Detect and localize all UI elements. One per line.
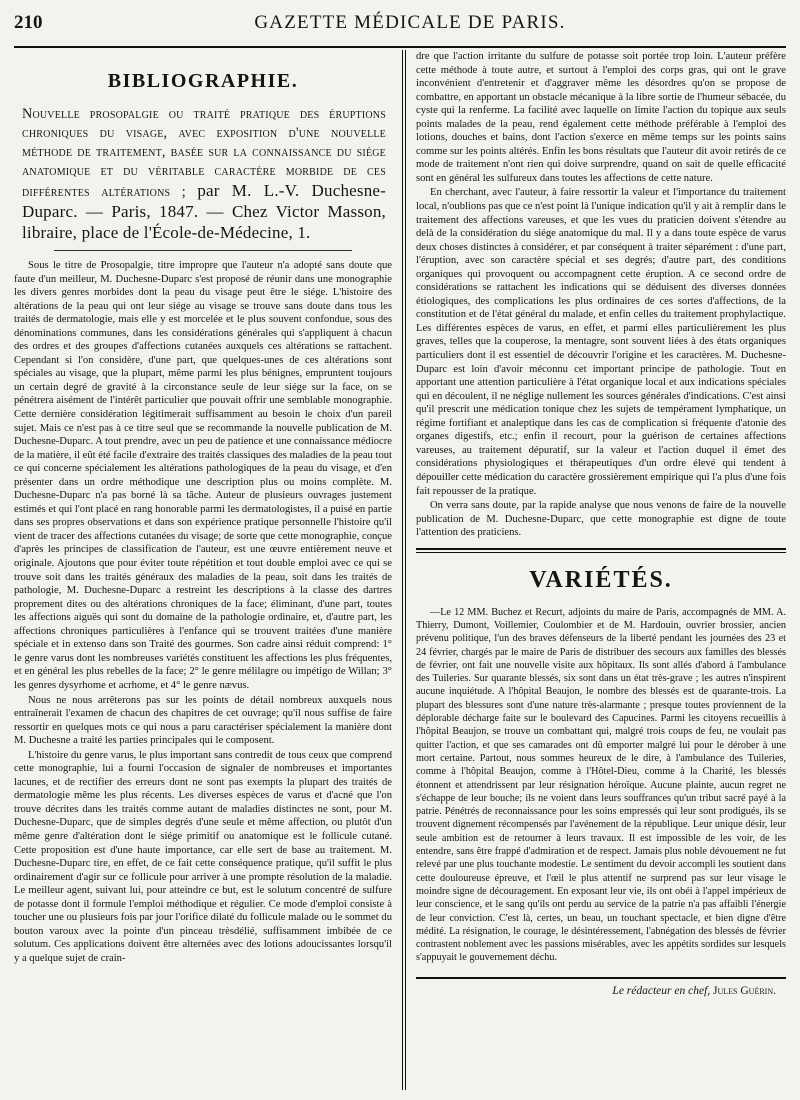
review-paragraph: En cherchant, avec l'auteur, à faire ressortir la valeur et l'importance du traitement local, n'oublions pas que ce n'est point là l'unique indication qu'il y ait à remplir dans le traitement des affections vareuses, et que les vues du praticien doivent s'étendre au delà de la considération du siége anatomique du mal. Il y a dans toute espèce de varus deux choses distinctes à considérer, et par conséquent à traiter séparément : d'une part, l'éruption, avec son caractère spécial et ses degrés; d'autre part, des conditions organiques qui provoquent ou accompagnent cette éruption. A ce second ordre de considérations se rattachent les indications qui se déduisent des diverses données étiologiques, des complications les plus ordinaires de ces sortes d'affections, de la constitution et de l'état général du malade, et enfin celles du traitement prophylactique. Les différentes espèces de varus, en effet, et parmi elles particulièrement les plus graves, telles que la couperose, la mentagre, sont souvent liées à des états organiques particuliers dont il est essentiel de découvrir l'origine et les caractères. M. Duchesne-Duparc est loin d'avoir méconnu cet important principe de pathologie. Tout en apportant une attention particulière à l'état organique local et aux indications spéciales qui en découlent, il ne néglige nullement les sources générales d'indications. C'est ainsi qu'il prescrit une médication tonique chez les sujets de tempérament lymphatique, un régime fortifiant et analeptique dans les cas de complication si fréquente d'atonie des organes digestifs, etc.; enfin il recourt, pour la guérison de certaines affections vareuses, au traitement dépuratif, sur la valeur et l'action duquel il émet des considérations physiologiques et thérapeutiques d'un ordre élevé qui tendent à dépouiller cette médication du caractère grossièrement empirique qui l'a plus d'une fois fait repousser de la pratique. xyxy=(416,187,786,497)
page-number: 210 xyxy=(14,12,43,33)
varietes-paragraph: —Le 12 MM. Buchez et Recurt, adjoints du maire de Paris, accompagnés de MM. A. Thierry, Dumont, Voillemier, Coulombier et de M. Hardouin, ouvrier brossier, ancien prévenu politique, l'un des braves défenseurs de la liberté pendant les journées des 23 et 24 février, chargés par le maire de Paris de distribuer des secours aux familles des blessés de février, ont fait une nouvelle visite aux hôpitaux. Ils sont allés d'abord à l'ambulance des Tuileries. Sur quarante blessés, six sont dans un état très-grave ; les autres n'inspirent aucune inquiétude. A l'hôpital Beaujon, le nombre des blessés est de quarante-trois. La plupart des blessures sont d'une nature très-alarmante ; presque toutes proviennent de la déplorable décharge faite sur le boulevard des Capucines. Parmi les citoyens recueillis à l'hôpital Beaujon, se trouve un combattant qui, malgré trois coups de feu, ne voulait pas quitter l'action, et que ses camarades ont dû emporter malgré lui pour le dérober à une mort certaine. Partout, nous sommes heureux de le dire, à l'ambulance des Tuileries, comme à l'hôpital Beaujon, comme à l'Hôtel-Dieu, comme à la Charité, les blessés étonnent et attendrissent par leur résignation héroïque. Aucune plainte, aucun regret ne s'échappe de leur bouche; ils ne voient dans leurs souffrances qu'un tribut sacré payé à la patrie. Pénétrés de reconnaissance pour les soins empressés qui leur sont prodigués, ils se trouvent dignement récompensés par l'avénement de la république. Leur unique désir, leur seule ambition est de retourner à leurs travaux. Il est impossible de les voir, de les entendre, sans être frappé d'admiration et de respect. Jamais plus noble dévouement ne fut relevé par une plus touchante modestie. Le sentiment du devoir accompli les soutient dans cette douloureuse épreuve, et l'œil le plus attentif ne surprend pas sur leur visage le moindre signe de découragement. En exposant leur vie, ils ont obéi à l'appel impérieux de leur conscience, et le sang qu'ils ont perdu au service de la patrie n'a pas affaibli l'énergie de leur conviction. C'est là, certes, un beau, un touchant spectacle, et bien digne d'être médité. La résignation, le courage, le désintéressement, l'abnégation des blessés de février contrastent noblement avec les passions misérables, avec les appétits sordides sur lesquels s'appuyait le gouvernement déchu. xyxy=(416,606,786,964)
two-column-body xyxy=(14,50,786,1090)
running-title: GAZETTE MÉDICALE DE PARIS. xyxy=(254,12,566,33)
editor-signature xyxy=(416,985,786,997)
book-title: Nouvelle prosopalgie ou traité pratique des éruptions chroniques du visage, avec exposition d'une nouvelle méthode de traitement, basée sur la connaissance du siége anatomique et du véritable caractère morbide de ces différentes altérations ; xyxy=(22,106,386,200)
review-paragraph: Sous le titre de Prosopalgie, titre impropre que l'auteur n'a adopté sans doute que faute d'un meilleur, M. Duchesne-Duparc s'est proposé de réunir dans une monographie les divers genres morbides dont la peau du visage peut être le siége. L'histoire des altérations de la peau qui ont leur siége au visage se trouve sans doute dans tous les traités de dermatologie, mais elle y est morcelée et le plus souvent confondue, sous des dénominations communes, dans les considérations générales qui s'appliquent à chacun des ordres et des groupes d'affections cutanées auxquels ces altérations se rattachent. Cependant si l'on considère, d'une part, que quelques-unes de ces altérations sont spéciales au visage, que la plupart, même parmi les plus bénignes, empruntent toujours un certain degré de gravité à la circonstance seule de leur siége sur la face, on se pénétrera aisément de l'intérêt particulier que pouvait offrir une semblable monographie. Cette dernière considération légitimerait suffisamment au besoin le choix d'un pareil sujet. Mais ce n'est pas à ce titre seul que se recommande la nouvelle publication de M. Duchesne-Duparc. A tout prendre, avec un peu de patience et une connaissance médiocre de la matière, il eût été facile d'extraire des traités classiques des maladies de la peau tout ce qui concerne spécialement les altérations pathologiques de la peau du visage, et d'en présenter dans un ordre méthodique une description plus ou moins complète. M. Duchesne-Duparc n'a pas borné là sa tâche. Auteur de plusieurs ouvrages justement estimés et qui l'ont placé en rang honorable parmi les dermatologistes, il a puisé en partie dans ses propres observations et dans son expérience pratique personnelle l'histoire qu'il vient de tracer des affections cutanées du visage; de sorte que cette monographie, conçue d'après les principes de classification de l'auteur, est une œuvre entièrement neuve et originale. Ajoutons que pour éviter toute répétition et tout double emploi avec ce qui se trouve soit dans les traités généraux des maladies de la peau, soit dans les traités de pathologie, M. Duchesne-Duparc a restreint les descriptions à la classe des dartres proprement dites ou des altérations chroniques de la face; éliminant, d'une part, toutes les affections aiguës qui sont du domaine de la pathologie ordinaire, et, d'autre part, les affections chroniques particulières à l'enfance qui se trouvent traitées d'une manière spéciale et in extenso dans son Traité des gourmes. Son cadre ainsi réduit comprend: 1° le genre varus dont les nombreuses variétés constituent les affections les plus fréquentes, et en général les plus rebelles de la face; 2° le genre mélilagre ou impétigo de Willan; 3° les genres dysyrhome et acrhome, et 4° le genre nævus. xyxy=(14,260,392,691)
signature-name: Jules Guérin. xyxy=(713,984,776,997)
bibliographie-heading: BIBLIOGRAPHIE. xyxy=(107,70,299,92)
page-header xyxy=(14,12,786,46)
book-imprint: par M. L.-V. Duchesne-Duparc. — Paris, 1847. — Chez Victor Masson, libraire, place de l'École-de-Médecine, 1. xyxy=(22,181,387,242)
right-column xyxy=(408,50,786,1090)
signature-label: Le rédacteur en chef, xyxy=(612,984,711,997)
column-divider xyxy=(402,50,406,1090)
section-rule xyxy=(416,548,786,550)
varietes-section xyxy=(416,606,786,965)
review-paragraph: dre que l'action irritante du sulfure de potasse soit portée trop loin. L'auteur préfère cette méthode à toute autre, et surtout à l'emploi des corps gras, qui ont le grave inconvénient d'entretenir et d'aggraver même les désordres qu'on se propose de combattre, en apportant un obstacle mécanique à la libre sortie de l'humeur sébacée, du cyste qui la renferme. La facilité avec laquelle on limite l'action du topique aux seuls points malades de la peau, rend également cette méthode préférable à l'emploi des lotions, douches et bains, dont l'action s'exerce en même temps sur les points sains comme sur les points altérés. Enfin les bons résultats que l'auteur dit avoir retirés de ce mode de traitement n'ont rien qui doive surprendre, quand on sait de quelle efficacité sont en général les sulfureux dans toutes les affections de cette nature. xyxy=(416,51,786,184)
section-rule-thin xyxy=(416,552,786,553)
book-reference xyxy=(14,105,392,244)
header-rule xyxy=(14,46,786,48)
left-column xyxy=(14,50,400,1090)
varietes-heading: VARIÉTÉS. xyxy=(529,566,673,593)
review-paragraph: On verra sans doute, par la rapide analyse que nous venons de faire de la nouvelle publication de M. Duchesne-Duparc, que cette monographie est digne de toute l'attention des praticiens. xyxy=(416,500,786,539)
reference-divider xyxy=(54,250,352,251)
review-paragraph: Nous ne nous arrêterons pas sur les points de détail nombreux auxquels nous entraînerait l'examen de chacun des chapitres de cet ouvrage; qu'il nous suffise de faire ressortir en quelques mots ce qui nous a paru caractériser spécialement la manière dont M. Duchesne a traité les parties principales qui le composent. xyxy=(14,694,392,747)
signature-rule xyxy=(416,977,786,979)
review-paragraph: L'histoire du genre varus, le plus important sans contredit de tous ceux que comprend cette monographie, lui a fourni l'occasion de signaler de nombreuses et importantes lacunes, et de rectifier des erreurs dont ne sont pas exempts la plupart des traités de dermatologie même les plus récents. Les diverses espèces de varus et d'acné que l'on trouve décrites dans les traités comme autant de maladies distinctes ne sont, pour M. Duchesne-Duparc, que de simples degrés d'une seule et même affection, ou plutôt d'un même genre d'altération dont le siége primitif ou anatomique est le follicule cutané. Cette proposition est d'une haute importance, car elle sert de base au traitement. M. Duchesne-Duparc tire, en effet, de ce fait cette conséquence pratique, qu'il suffit le plus ordinairement d'agir sur ce follicule pour arriver à une prompte résolution de la maladie. Le meilleur agent, suivant lui, pour atteindre ce but, est le solutum concentré de sulfure de potasse dont il formule l'emploi méthodique et régulier. Ce mode d'emploi consiste à toucher une ou plusieurs fois par jour l'orifice dilaté du follicule malade ou le sommet du bouton varoux avec la pointe d'un pinceau trèsdélié, suffisamment imbibée de ce solutum. Ces applications doivent être alternées avec des lotions adoucissantes lorsqu'il y a quelque sujet de crain- xyxy=(14,749,392,964)
